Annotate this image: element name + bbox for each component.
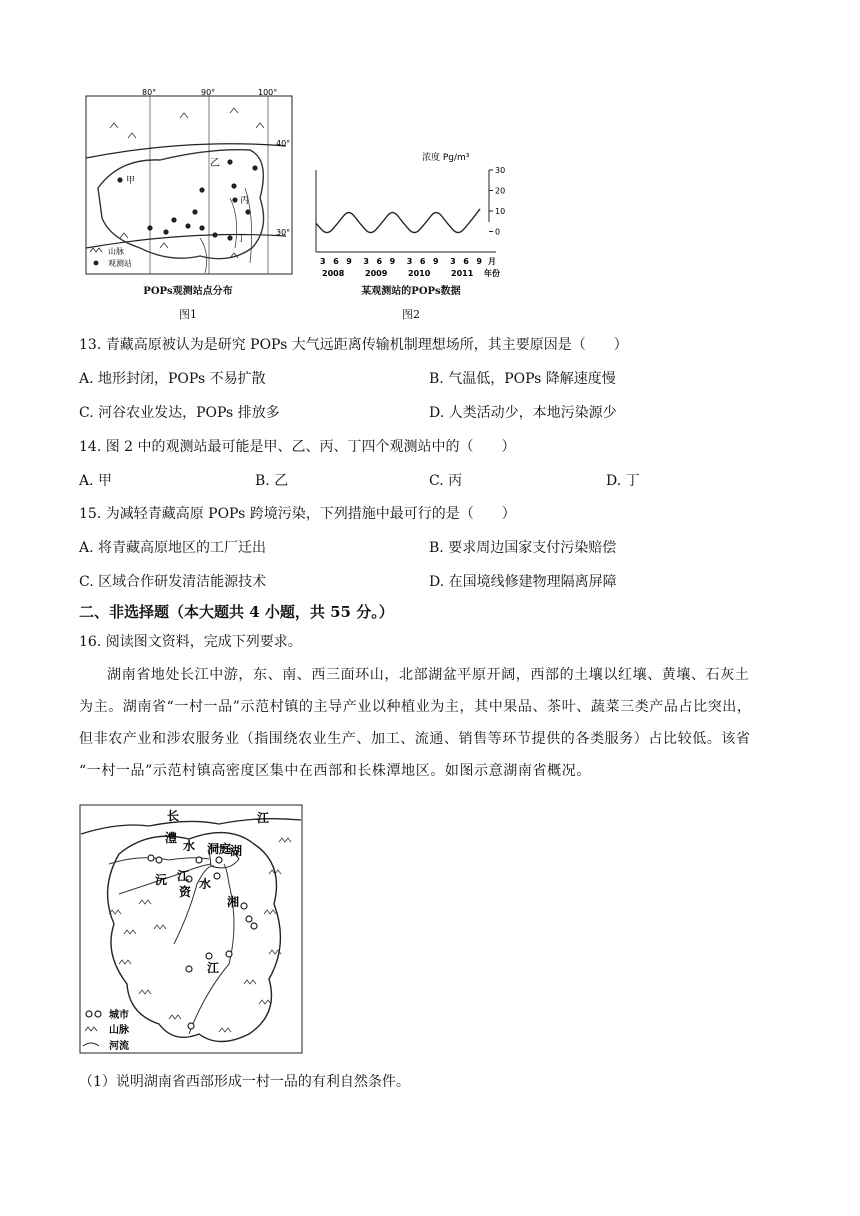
- year-label-2011: 2011: [451, 269, 474, 278]
- x-tick-label-0: 3: [320, 257, 326, 266]
- question-14-option-b: B. 乙: [255, 473, 289, 489]
- question-15-option-a: A. 将青藏高原地区的工厂迁出: [79, 540, 267, 556]
- legend-river: 河流: [109, 1041, 129, 1052]
- question-14-option-d: D. 丁: [606, 473, 640, 489]
- legend-mountain: 山脉: [108, 247, 124, 256]
- question-15-option-b: B. 要求周边国家支付污染赔偿: [429, 540, 617, 556]
- year-label-2008: 2008: [322, 269, 345, 278]
- x-tick-label-11: 9: [476, 257, 482, 266]
- section-2-heading: 二、非选择题（本大题共 4 小题，共 55 分。）: [79, 603, 394, 621]
- figure2-chart: [308, 140, 514, 280]
- x-tick-label-6: 3: [406, 257, 413, 266]
- x-tick-label-9: 3: [450, 257, 456, 266]
- label-jiang-2: 江: [177, 869, 190, 883]
- x-tick-label-1: 6: [333, 257, 339, 266]
- label-xiang: 湘: [227, 895, 240, 909]
- question-13-stem: 13. 青藏高原被认为是研究 POPs 大气远距离传输机制理想场所，其主要原因是（ ）: [79, 337, 628, 353]
- x-unit-month: 月: [488, 257, 496, 266]
- lat-label-30: 30°: [276, 228, 291, 237]
- question-13-option-b: B. 气温低，POPs 降解速度慢: [429, 371, 616, 387]
- x-tick-label-10: 6: [463, 257, 469, 266]
- question-15-option-c: C. 区域合作研发清洁能源技术: [79, 574, 267, 590]
- question-16-stem: 16. 阅读图文资料，完成下列要求。: [79, 634, 302, 650]
- y-tick-label-0: 30: [495, 166, 506, 175]
- x-tick-label-4: 6: [376, 257, 383, 266]
- label-zi: 资: [179, 885, 192, 899]
- question-13-option-d: D. 人类活动少，本地污染源少: [429, 405, 617, 421]
- paragraph-line-2: 为主。湖南省“一村一品”示范村镇的主导产业以种植业为主，其中果品、茶叶、蔬菜三类产品占比突出，: [79, 699, 752, 715]
- question-16-sub-1: （1）说明湖南省西部形成一村一品的有利自然条件。: [79, 1074, 410, 1090]
- x-tick-label-8: 9: [432, 257, 439, 266]
- x-tick-label-3: 3: [363, 257, 369, 266]
- figure1-caption: 图1: [179, 308, 197, 321]
- figure1: [80, 88, 296, 320]
- question-15-option-d: D. 在国境线修建物理隔离屏障: [429, 574, 617, 590]
- x-unit-year: 年份: [484, 269, 500, 278]
- figure1-map: [80, 88, 296, 278]
- question-14-option-a: A. 甲: [79, 473, 113, 489]
- paragraph-line-4: “一村一品”示范村镇高密度区集中在西部和长株潭地区。如图示意湖南省概况。: [79, 763, 591, 779]
- legend-station: 观测站: [108, 259, 132, 268]
- question-14-option-c: C. 丙: [429, 473, 463, 489]
- hunan-map-svg: [79, 804, 303, 1054]
- figure2-title: 某观测站的POPs数据: [361, 286, 461, 297]
- label-chang: 长: [167, 809, 180, 823]
- lon-label-100: 100°: [258, 88, 278, 97]
- label-jiang-1: 江: [257, 811, 270, 825]
- label-dongting: 洞庭: [207, 842, 232, 856]
- y-tick-label-1: 20: [495, 186, 506, 196]
- year-label-2009: 2009: [365, 269, 388, 278]
- lon-label-80: 80°: [142, 88, 157, 97]
- lon-label-90: 90°: [201, 88, 216, 97]
- y-tick-label-2: 10: [495, 207, 506, 216]
- x-tick-label-7: 6: [419, 257, 426, 266]
- paragraph-line-3: 但非农产业和涉农服务业（指围绕农业生产、加工、流通、销售等环节提供的各类服务）占比较低。该省: [79, 731, 751, 747]
- chart-unit-label: 浓度 Pg/m³: [422, 153, 470, 163]
- label-yuan: 沅: [155, 873, 168, 887]
- station-label-jia: 甲: [126, 176, 136, 186]
- label-jiang-3: 江: [207, 961, 220, 975]
- label-li: 澧: [165, 831, 178, 845]
- figure1-title: POPs观测站点分布: [143, 286, 233, 297]
- figure2-caption: 图2: [402, 308, 420, 321]
- y-tick-label-3: 0: [495, 227, 501, 237]
- label-shui-1: 水: [183, 839, 196, 853]
- x-tick-label-5: 9: [389, 257, 396, 266]
- station-label-ding: 丁: [237, 234, 247, 244]
- question-13-option-a: A. 地形封闭，POPs 不易扩散: [79, 371, 266, 387]
- question-15-stem: 15. 为减轻青藏高原 POPs 跨境污染，下列措施中最可行的是（ ）: [79, 506, 516, 522]
- lat-label-40: 40°: [276, 139, 291, 148]
- legend-mountain: 山脉: [109, 1025, 129, 1036]
- question-16-paragraph: [79, 659, 779, 787]
- label-hu: 湖: [230, 844, 243, 858]
- question-13-option-c: C. 河谷农业发达，POPs 排放多: [79, 405, 280, 421]
- question-14-stem: 14. 图 2 中的观测站最可能是甲、乙、丙、丁四个观测站中的（ ）: [79, 439, 516, 455]
- year-label-2010: 2010: [408, 269, 431, 278]
- station-label-bing: 丙: [240, 196, 250, 206]
- pops-series-line: [316, 209, 480, 233]
- legend-city: 城市: [109, 1010, 129, 1021]
- paragraph-line-1: 湖南省地处长江中游，东、南、西三面环山，北部湖盆平原开阔，西部的土壤以红壤、黄壤、石灰土: [107, 667, 750, 683]
- figure2: [308, 140, 514, 320]
- hunan-map: [79, 804, 303, 1054]
- label-shui-2: 水: [199, 877, 212, 891]
- x-tick-label-2: 9: [346, 257, 352, 266]
- station-label-yi: 乙: [210, 158, 220, 169]
